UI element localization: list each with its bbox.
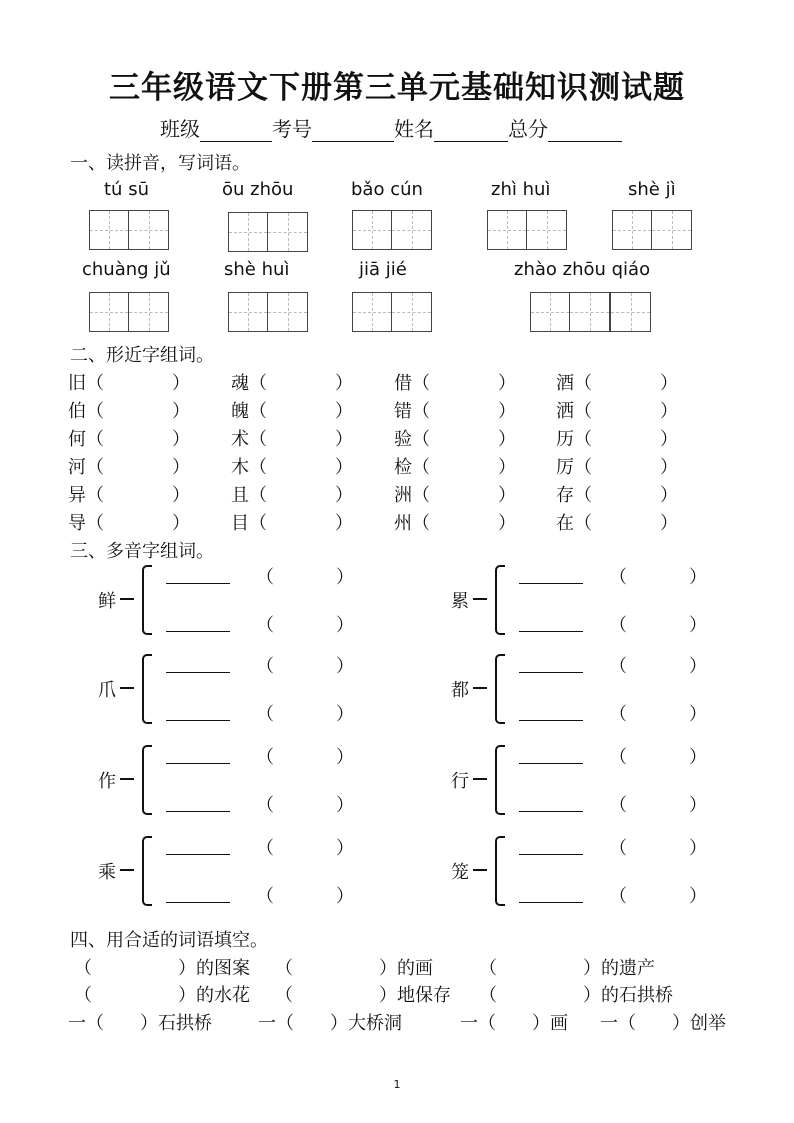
char-word-item: [394, 369, 516, 395]
name-label: 姓名: [394, 117, 434, 141]
char-word-item: [68, 453, 190, 479]
blank-close-paren: ）: [172, 401, 190, 422]
char-label: 历: [556, 429, 574, 450]
char-word-item: [231, 481, 353, 507]
answer-line[interactable]: [519, 746, 583, 764]
brace-tick: [473, 869, 487, 871]
blank-open-paren: （: [249, 429, 267, 450]
char-label: 验: [394, 429, 412, 450]
pinyin-blank-open: （: [256, 615, 274, 636]
pinyin-label: jiā jié: [359, 259, 407, 280]
blank-open-paren: （: [86, 373, 104, 394]
pinyin-label: shè huì: [224, 259, 290, 280]
blank-close-paren: ）: [660, 429, 678, 450]
exam-no-field[interactable]: [312, 122, 394, 142]
pinyin-blank-open: （: [609, 567, 627, 588]
section3-heading: 三、多音字组词。: [70, 541, 214, 562]
char-word-item: [556, 453, 678, 479]
score-label: 总分: [508, 117, 548, 141]
answer-line[interactable]: [519, 614, 583, 632]
blank-close-paren: ）: [335, 373, 353, 394]
blank-close-paren: ）: [172, 373, 190, 394]
char-label: 异: [68, 485, 86, 506]
polyphone-char: 作: [98, 771, 116, 792]
pinyin-blank-open: （: [609, 838, 627, 859]
pinyin-blank-close: ）: [336, 795, 354, 816]
fill-item: （ ）的图案: [74, 958, 250, 979]
char-word-item: [68, 369, 190, 395]
char-label: 魂: [231, 373, 249, 394]
char-label: 旧: [68, 373, 86, 394]
blank-close-paren: ）: [498, 429, 516, 450]
blank-open-paren: （: [249, 485, 267, 506]
score-field[interactable]: [548, 122, 622, 142]
brace: [142, 745, 152, 815]
blank-open-paren: （: [412, 513, 430, 534]
pinyin-blank-open: （: [609, 704, 627, 725]
char-label: 河: [68, 457, 86, 478]
blank-open-paren: （: [574, 401, 592, 422]
pinyin-label: zhào zhōu qiáo: [514, 259, 651, 280]
char-label: 洒: [556, 401, 574, 422]
brace-tick: [120, 869, 134, 871]
pinyin-blank-close: ）: [689, 656, 707, 677]
char-label: 借: [394, 373, 412, 394]
pinyin-blank-open: （: [609, 747, 627, 768]
char-word-item: [556, 397, 678, 423]
polyphone-char: 行: [451, 771, 469, 792]
pinyin-blank-close: ）: [689, 615, 707, 636]
pinyin-blank-close: ）: [689, 886, 707, 907]
fill-item: （ ）的水花: [74, 985, 250, 1006]
blank-open-paren: （: [574, 373, 592, 394]
char-word-item: [231, 453, 353, 479]
pinyin-blank-open: （: [256, 838, 274, 859]
blank-open-paren: （: [86, 485, 104, 506]
char-label: 魄: [231, 401, 249, 422]
char-word-item: [394, 425, 516, 451]
pinyin-label: shè jì: [628, 179, 676, 200]
blank-open-paren: （: [249, 373, 267, 394]
blank-open-paren: （: [574, 429, 592, 450]
char-label: 厉: [556, 457, 574, 478]
polyphone-char: 笼: [451, 862, 469, 883]
blank-close-paren: ）: [335, 429, 353, 450]
blank-open-paren: （: [574, 513, 592, 534]
measure-word-item: 一（ ）大桥洞: [258, 1013, 402, 1034]
char-word-item: [68, 481, 190, 507]
fill-item: （ ）地保存: [275, 985, 451, 1006]
char-word-item: [394, 481, 516, 507]
measure-word-item: 一（ ）画: [460, 1013, 568, 1034]
brace: [142, 654, 152, 724]
answer-line[interactable]: [166, 885, 230, 903]
pinyin-label: tú sū: [104, 179, 149, 200]
pinyin-blank-close: ）: [689, 567, 707, 588]
char-label: 检: [394, 457, 412, 478]
brace-tick: [473, 687, 487, 689]
writing-grid[interactable]: [352, 292, 432, 332]
char-label: 木: [231, 457, 249, 478]
pinyin-blank-open: （: [609, 615, 627, 636]
brace-tick: [473, 598, 487, 600]
blank-close-paren: ）: [335, 485, 353, 506]
brace: [495, 745, 505, 815]
exam-no-label: 考号: [272, 117, 312, 141]
blank-close-paren: ）: [335, 513, 353, 534]
answer-line[interactable]: [519, 885, 583, 903]
brace-tick: [120, 687, 134, 689]
writing-grid[interactable]: [612, 210, 692, 250]
pinyin-label: zhì huì: [491, 179, 551, 200]
char-label: 导: [68, 513, 86, 534]
char-word-item: [556, 481, 678, 507]
char-label: 且: [231, 485, 249, 506]
pinyin-blank-close: ）: [336, 615, 354, 636]
pinyin-blank-open: （: [256, 886, 274, 907]
section2-heading: 二、形近字组词。: [70, 345, 214, 366]
char-label: 目: [231, 513, 249, 534]
char-word-item: [68, 509, 190, 535]
answer-line[interactable]: [519, 837, 583, 855]
fill-item: （ ）的画: [275, 958, 433, 979]
pinyin-blank-close: ）: [689, 838, 707, 859]
blank-open-paren: （: [249, 401, 267, 422]
answer-line[interactable]: [166, 566, 230, 584]
brace-tick: [473, 778, 487, 780]
char-label: 存: [556, 485, 574, 506]
answer-line[interactable]: [166, 655, 230, 673]
answer-line[interactable]: [166, 837, 230, 855]
char-label: 在: [556, 513, 574, 534]
pinyin-blank-close: ）: [336, 886, 354, 907]
class-field[interactable]: [200, 122, 272, 142]
brace-tick: [120, 598, 134, 600]
writing-grid[interactable]: [89, 210, 169, 250]
blank-open-paren: （: [86, 457, 104, 478]
answer-line[interactable]: [519, 703, 583, 721]
measure-word-item: 一（ ）石拱桥: [68, 1013, 212, 1034]
blank-close-paren: ）: [660, 401, 678, 422]
pinyin-blank-close: ）: [336, 704, 354, 725]
pinyin-blank-close: ）: [689, 795, 707, 816]
class-label: 班级: [160, 117, 200, 141]
pinyin-blank-close: ）: [689, 747, 707, 768]
char-label: 术: [231, 429, 249, 450]
blank-open-paren: （: [86, 513, 104, 534]
char-label: 州: [394, 513, 412, 534]
char-word-item: [68, 397, 190, 423]
pinyin-label: bǎo cún: [351, 179, 423, 200]
polyphone-char: 都: [451, 680, 469, 701]
blank-open-paren: （: [412, 401, 430, 422]
char-label: 洲: [394, 485, 412, 506]
char-word-item: [231, 369, 353, 395]
pinyin-blank-close: ）: [336, 656, 354, 677]
answer-line[interactable]: [166, 614, 230, 632]
writing-grid[interactable]: [89, 292, 169, 332]
blank-close-paren: ）: [172, 485, 190, 506]
brace-tick: [120, 778, 134, 780]
pinyin-blank-open: （: [256, 567, 274, 588]
brace: [495, 836, 505, 906]
blank-open-paren: （: [86, 401, 104, 422]
blank-close-paren: ）: [660, 485, 678, 506]
blank-close-paren: ）: [335, 401, 353, 422]
char-word-item: [231, 425, 353, 451]
info-line: [160, 113, 622, 142]
pinyin-label: chuàng jǔ: [82, 259, 171, 280]
brace: [495, 565, 505, 635]
blank-open-paren: （: [574, 457, 592, 478]
blank-open-paren: （: [249, 457, 267, 478]
writing-grid[interactable]: [228, 292, 308, 332]
pinyin-blank-open: （: [256, 704, 274, 725]
writing-grid[interactable]: [352, 210, 432, 250]
pinyin-blank-open: （: [609, 886, 627, 907]
blank-close-paren: ）: [498, 373, 516, 394]
blank-close-paren: ）: [660, 457, 678, 478]
blank-close-paren: ）: [498, 513, 516, 534]
brace: [495, 654, 505, 724]
answer-line[interactable]: [519, 655, 583, 673]
char-word-item: [394, 509, 516, 535]
char-label: 何: [68, 429, 86, 450]
page-title: 三年级语文下册第三单元基础知识测试题: [109, 70, 685, 106]
pinyin-blank-close: ）: [689, 704, 707, 725]
blank-open-paren: （: [86, 429, 104, 450]
page-number: 1: [393, 1078, 401, 1091]
char-word-item: [394, 397, 516, 423]
blank-open-paren: （: [412, 429, 430, 450]
measure-word-item: 一（ ）创举: [600, 1013, 726, 1034]
char-word-item: [556, 425, 678, 451]
answer-line[interactable]: [166, 794, 230, 812]
fill-item: （ ）的石拱桥: [479, 985, 673, 1006]
writing-grid[interactable]: [610, 292, 651, 332]
blank-close-paren: ）: [498, 485, 516, 506]
pinyin-blank-close: ）: [336, 838, 354, 859]
pinyin-blank-open: （: [256, 656, 274, 677]
blank-open-paren: （: [412, 373, 430, 394]
char-word-item: [68, 425, 190, 451]
writing-grid[interactable]: [228, 212, 308, 252]
char-word-item: [556, 369, 678, 395]
blank-close-paren: ）: [498, 457, 516, 478]
brace: [142, 836, 152, 906]
pinyin-blank-open: （: [609, 656, 627, 677]
pinyin-blank-open: （: [256, 795, 274, 816]
answer-line[interactable]: [519, 794, 583, 812]
brace: [142, 565, 152, 635]
blank-close-paren: ）: [498, 401, 516, 422]
polyphone-char: 鲜: [98, 591, 116, 612]
answer-line[interactable]: [166, 703, 230, 721]
char-label: 酒: [556, 373, 574, 394]
blank-open-paren: （: [412, 457, 430, 478]
char-word-item: [394, 453, 516, 479]
blank-close-paren: ）: [172, 429, 190, 450]
answer-line[interactable]: [519, 566, 583, 584]
name-field[interactable]: [434, 122, 508, 142]
polyphone-char: 累: [451, 591, 469, 612]
pinyin-label: ōu zhōu: [222, 179, 294, 200]
blank-open-paren: （: [249, 513, 267, 534]
blank-close-paren: ）: [660, 513, 678, 534]
char-word-item: [231, 397, 353, 423]
blank-close-paren: ）: [172, 457, 190, 478]
pinyin-blank-close: ）: [336, 567, 354, 588]
writing-grid[interactable]: [487, 210, 567, 250]
section1-heading: 一、读拼音，写词语。: [70, 153, 250, 174]
answer-line[interactable]: [166, 746, 230, 764]
section4-heading: 四、用合适的词语填空。: [70, 930, 268, 951]
polyphone-char: 爪: [98, 680, 116, 701]
blank-open-paren: （: [412, 485, 430, 506]
blank-close-paren: ）: [172, 513, 190, 534]
fill-item: （ ）的遗产: [479, 958, 655, 979]
char-word-item: [556, 509, 678, 535]
pinyin-blank-close: ）: [336, 747, 354, 768]
char-label: 伯: [68, 401, 86, 422]
writing-grid[interactable]: [530, 292, 610, 332]
char-label: 错: [394, 401, 412, 422]
blank-close-paren: ）: [660, 373, 678, 394]
pinyin-blank-open: （: [256, 747, 274, 768]
char-word-item: [231, 509, 353, 535]
polyphone-char: 乘: [98, 862, 116, 883]
blank-open-paren: （: [574, 485, 592, 506]
blank-close-paren: ）: [335, 457, 353, 478]
pinyin-blank-open: （: [609, 795, 627, 816]
